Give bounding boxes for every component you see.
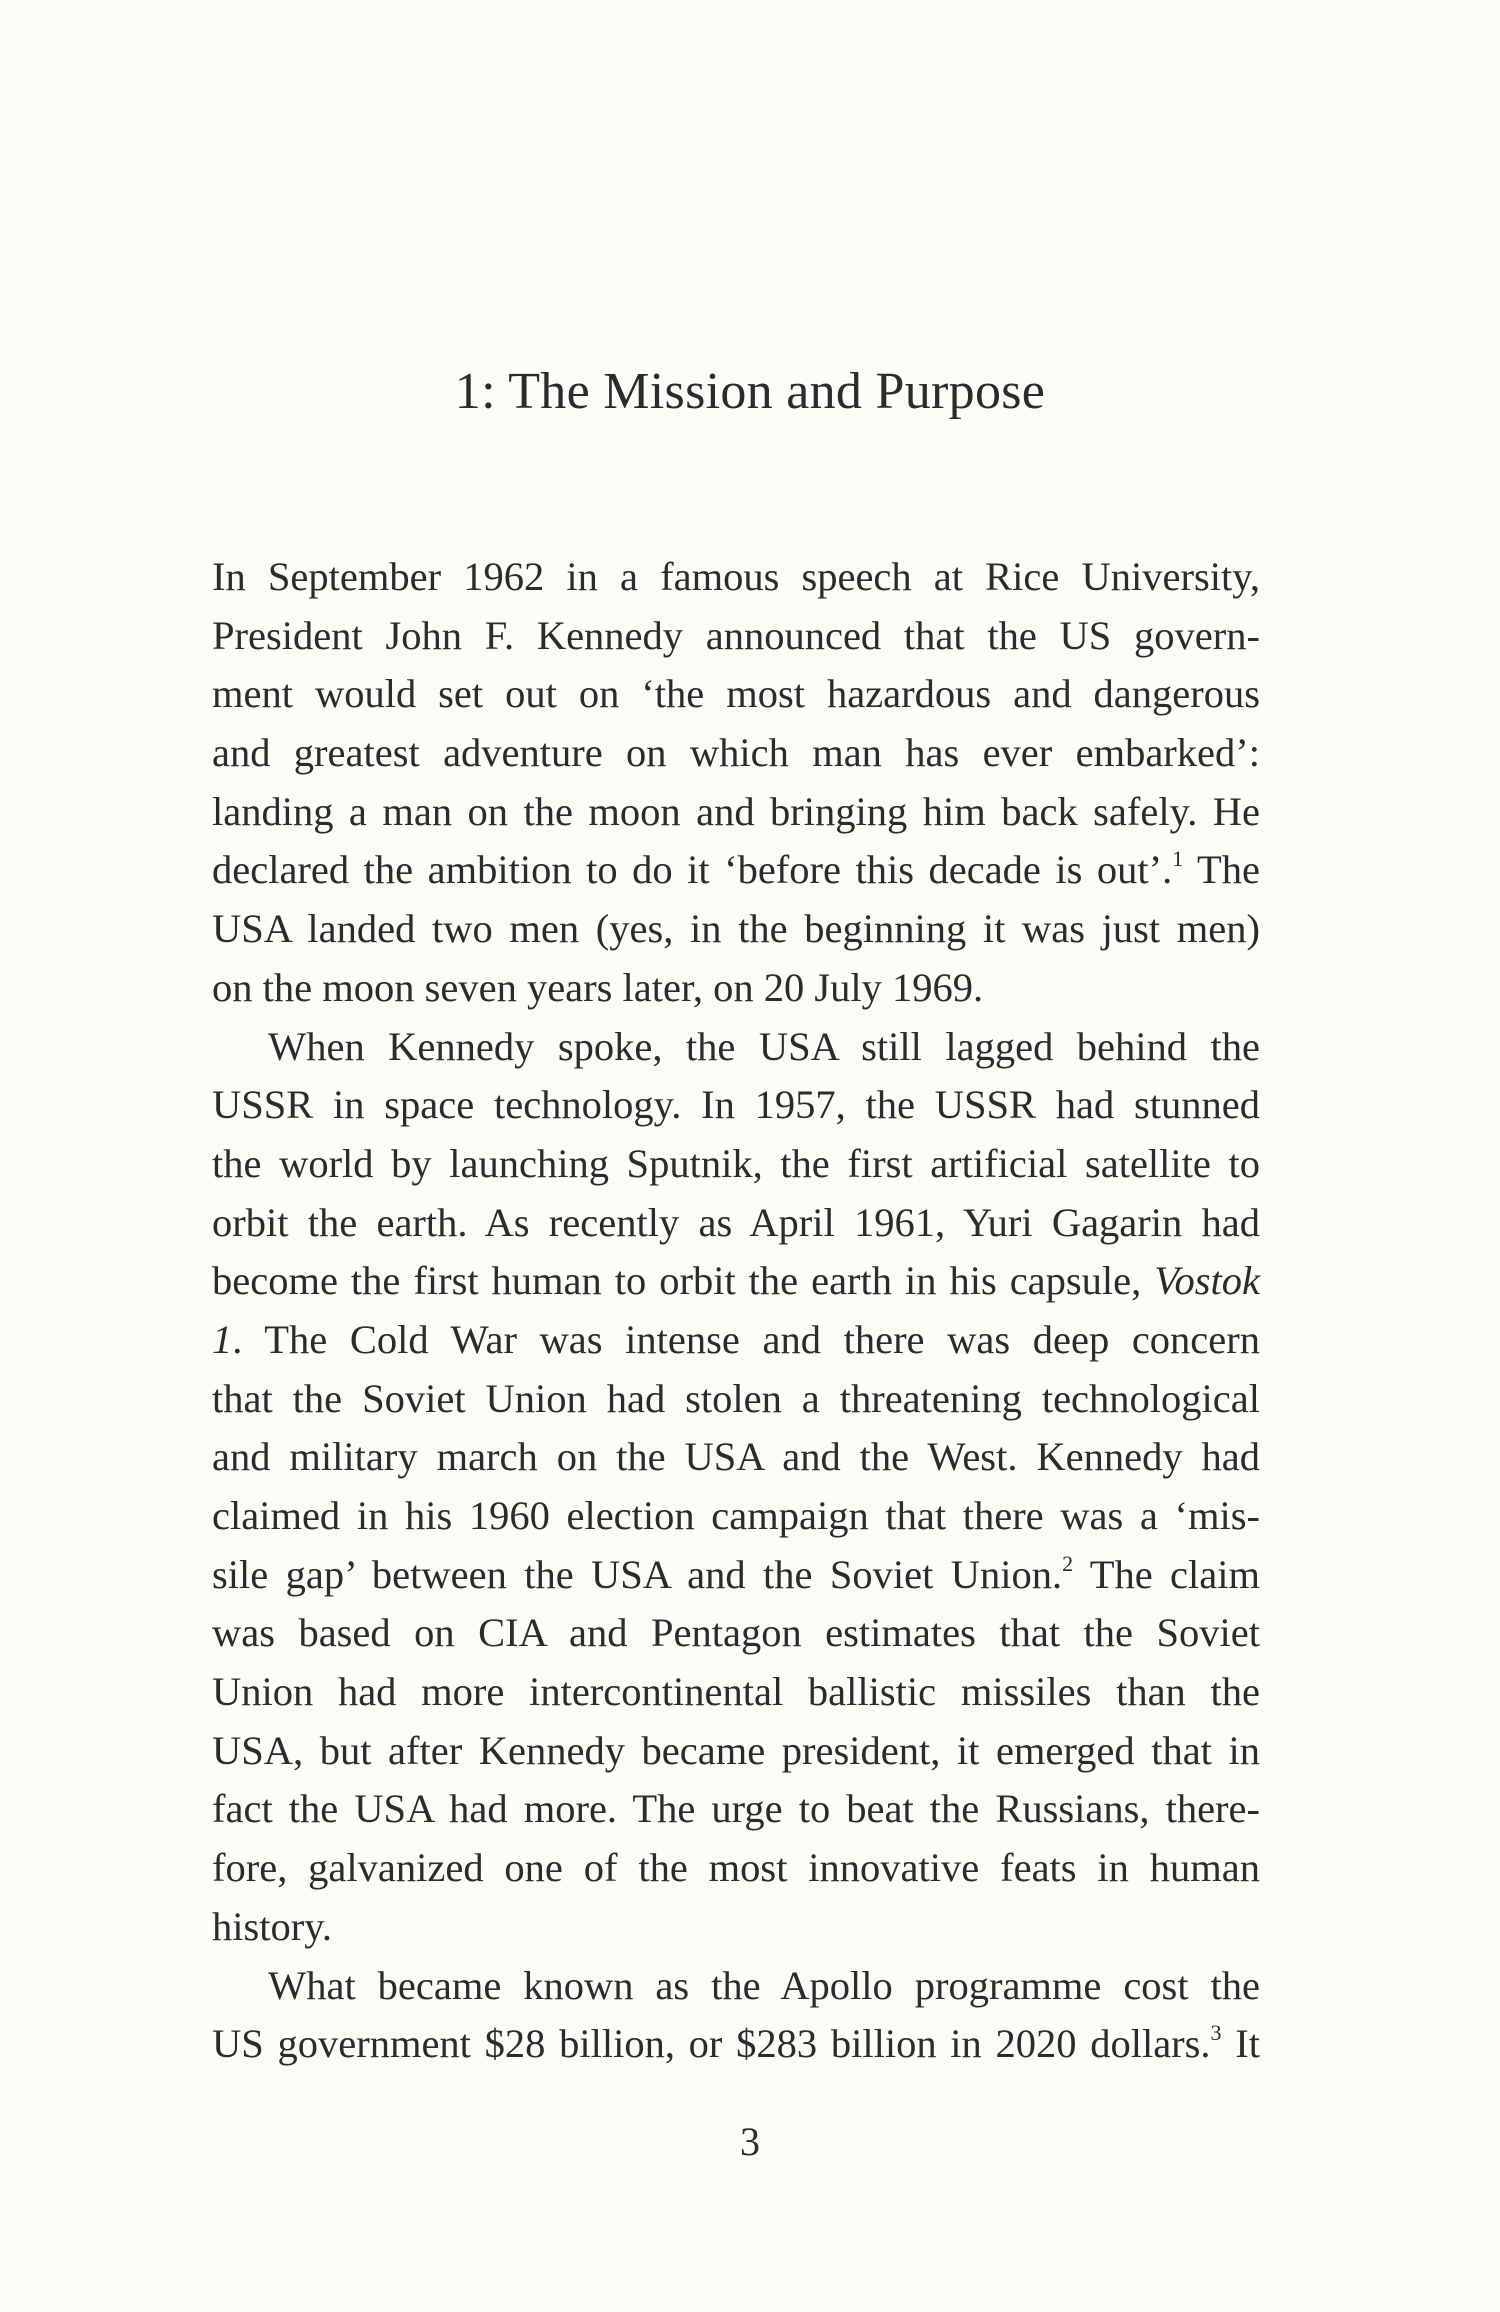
text-line [212,1604,1260,1663]
text-span: It [1221,2021,1260,2067]
text-line [212,2015,1260,2074]
text-line [212,1370,1260,1429]
paragraph [212,1018,1260,1957]
text-span: US government $28 billion, or $283 billion in 2020 dollars. [212,2021,1211,2067]
text-line [212,665,1260,724]
text-span: What became known as the Apollo programme cost the [268,1962,1260,2008]
text-span: fore, galvanized one of the most innovative feats in human [212,1845,1260,1891]
text-line [212,1252,1260,1311]
text-span: become the first human to orbit the earth in his capsule, [212,1258,1155,1304]
text-span: orbit the earth. As recently as April 1961, Yuri Gagarin had [212,1199,1260,1245]
text-span: was based on CIA and Pentagon estimates that the Soviet [212,1610,1260,1656]
italic-text: Vostok [1154,1258,1260,1304]
page-number: 3 [740,2119,760,2164]
text-line [212,841,1260,900]
text-line [212,959,1260,1018]
text-span: Union had more intercontinental ballistic missiles than the [212,1669,1260,1715]
text-line [212,724,1260,783]
footnote-marker: 2 [1062,1550,1074,1576]
text-line [212,1546,1260,1605]
text-line [212,1663,1260,1722]
text-span: history. [212,1903,332,1949]
text-line [212,1428,1260,1487]
text-line [212,548,1260,607]
text-line [212,1076,1260,1135]
text-line [212,1780,1260,1839]
text-span: and military march on the USA and the West. Kennedy had [212,1434,1260,1480]
text-span: on the moon seven years later, on 20 July 1969. [212,964,984,1010]
text-span: USSR in space technology. In 1957, the USSR had stunned [212,1082,1260,1128]
text-span: . The Cold War was intense and there was deep concern [232,1316,1260,1362]
text-line [212,1957,1260,2016]
text-span: The [1183,847,1260,893]
text-span: and greatest adventure on which man has ever embarked’: [212,730,1260,776]
text-span: the world by launching Sputnik, the first artificial satellite to [212,1140,1260,1186]
paragraph [212,1957,1260,2074]
italic-text: 1 [212,1316,233,1362]
chapter-title: 1: The Mission and Purpose [454,363,1046,420]
text-line [212,1311,1260,1370]
footnote-marker: 1 [1172,846,1184,872]
text-span: declared the ambition to do it ‘before this decade is out’. [212,847,1173,893]
text-span: In September 1962 in a famous speech at Rice University, [212,554,1260,599]
text-span: When Kennedy spoke, the USA still lagged behind the [268,1023,1260,1069]
text-span: The claim [1073,1551,1260,1597]
text-line [212,1194,1260,1253]
text-span: USA landed two men (yes, in the beginning it was just men) [212,906,1260,952]
text-span: that the Soviet Union had stolen a threatening technological [212,1375,1260,1421]
text-span: sile gap’ between the USA and the Soviet Union. [212,1551,1063,1597]
body-text [212,548,1260,2074]
text-line [212,1839,1260,1898]
text-line [212,1898,1260,1957]
text-span: USA, but after Kennedy became president, it emerged that in [212,1727,1260,1773]
text-line [212,607,1260,666]
footnote-marker: 3 [1210,2020,1222,2046]
text-span: President John F. Kennedy announced that the US govern- [212,612,1260,658]
text-span: fact the USA had more. The urge to beat the Russians, there- [212,1786,1260,1832]
text-line [212,1722,1260,1781]
text-span: claimed in his 1960 election campaign that there was a ‘mis- [212,1493,1260,1538]
paragraph [212,548,1260,1018]
text-span: ment would set out on ‘the most hazardous and dangerous [212,671,1260,717]
text-line [212,1018,1260,1077]
text-line [212,900,1260,959]
text-line [212,783,1260,842]
text-line [212,1135,1260,1194]
text-span: landing a man on the moon and bringing him back safely. He [212,788,1260,834]
text-line [212,1487,1260,1546]
